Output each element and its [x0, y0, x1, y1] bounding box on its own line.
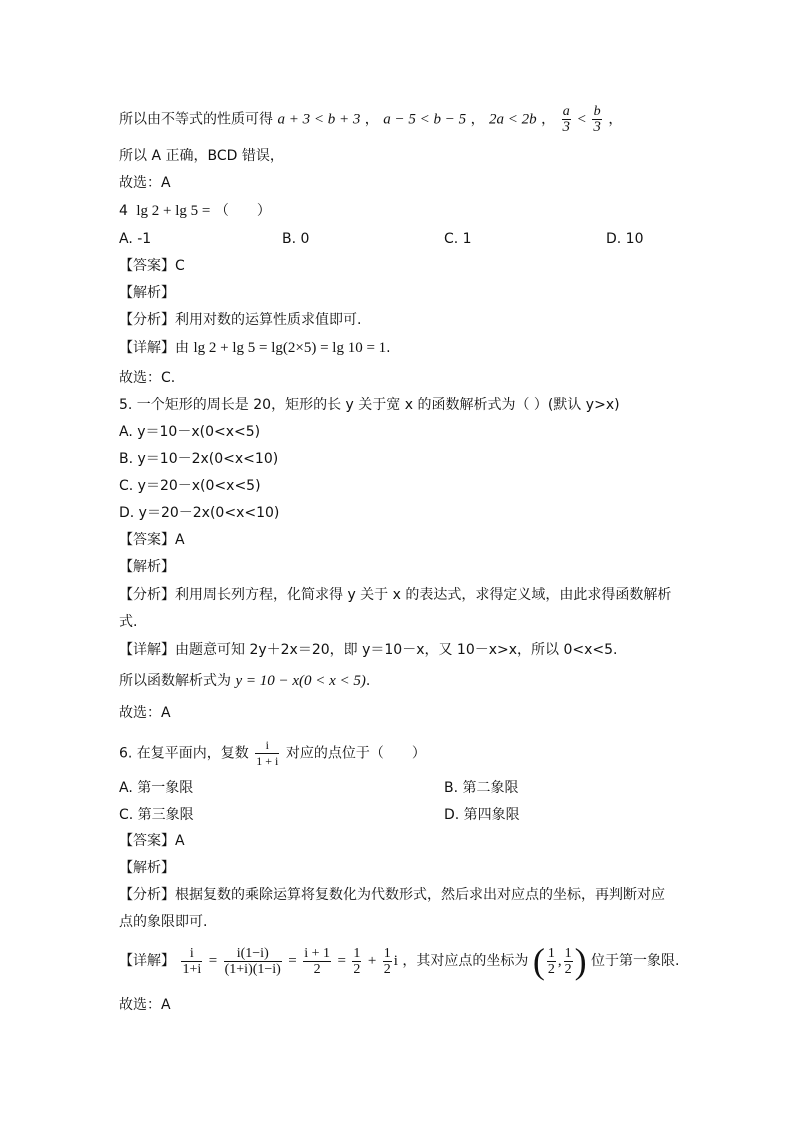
- line-text: 位于第一象限.: [591, 953, 680, 969]
- period: .: [365, 673, 371, 689]
- math-expression: lg 2 + lg 5 =: [136, 203, 211, 219]
- inequality: a − 5 < b − 5: [383, 111, 467, 128]
- analysis-text: 点的象限即可.: [119, 914, 208, 930]
- function-expression: [119, 671, 370, 691]
- plus: +: [367, 953, 377, 969]
- detail-text: [119, 940, 680, 982]
- fraction: $\frac{1}{2}$: [353, 945, 361, 977]
- equals: =: [337, 953, 346, 969]
- fraction: $\frac{b}{3}$: [593, 104, 601, 135]
- imaginary-unit: i: [393, 953, 398, 969]
- answer-label: 【答案】A: [119, 833, 185, 849]
- separator: ，: [541, 111, 556, 128]
- separator: ，: [470, 111, 485, 128]
- inequality: 2a < 2b: [489, 111, 537, 128]
- inequality: a + 3 < b + 3: [277, 111, 361, 128]
- fraction: $\frac{i}{1+i}$: [182, 945, 202, 977]
- left-paren: (: [532, 941, 545, 981]
- text-line: [119, 104, 622, 135]
- analysis-text: 【分析】利用周长列方程，化简求得 y 关于 x 的表达式，求得定义域，由此求得函数解析: [119, 587, 672, 603]
- line-text: 所以函数解析式为: [119, 673, 231, 689]
- question-stem: 6. 在复平面内，复数: [119, 745, 249, 762]
- text-line: 所以 A 正确，BCD 错误，: [119, 148, 284, 164]
- detail-label: 【详解】由: [119, 340, 189, 356]
- detail-text: [119, 338, 391, 358]
- option-b: B. 第二象限: [444, 780, 519, 796]
- fraction: $\frac{i}{1 + i}$: [256, 738, 279, 768]
- equals: =: [288, 953, 297, 969]
- question-stem: 对应的点位于（ ）: [285, 745, 426, 762]
- detail-label: 【详解】: [119, 953, 175, 969]
- fraction: $\frac{1}{2}$: [383, 945, 391, 977]
- fraction: $\frac{1}{2}$: [564, 945, 572, 977]
- separator: ，: [364, 111, 379, 128]
- fraction: $\frac{i(1-i)}{(1+i)(1-i)}$: [224, 945, 281, 977]
- option-d: D. 10: [606, 231, 644, 247]
- line-text: 所以由不等式的性质可得: [119, 111, 273, 128]
- option-c: C. y＝20－x(0<x<5): [119, 478, 261, 494]
- fraction: $\frac{a}{3}$: [562, 104, 571, 135]
- analysis-text: 式.: [119, 614, 138, 630]
- choice-text: 故选：A: [119, 997, 171, 1013]
- math-expression: lg 2 + lg 5 = lg(2×5) = lg 10 = 1: [193, 340, 387, 356]
- period: .: [386, 340, 391, 356]
- text-line: 故选：A: [119, 175, 171, 191]
- analysis-text: 【分析】根据复数的乘除运算将复数化为代数形式，然后求出对应点的坐标，再判断对应: [119, 887, 665, 903]
- line-text: ，其对应点的坐标为: [402, 953, 529, 969]
- detail-text: 【详解】由题意可知 2y＋2x＝20，即 y＝10－x，又 10－x>x，所以 0<x<5.: [119, 642, 618, 658]
- math-expression: y = 10 − x(0 < x < 5): [235, 673, 366, 689]
- answer-label: 【答案】C: [119, 258, 185, 274]
- less-than: <: [577, 111, 586, 128]
- right-paren: ): [574, 941, 587, 981]
- option-d: D. 第四象限: [444, 807, 520, 823]
- option-a: A. y＝10－x(0<x<5): [119, 424, 261, 440]
- option-c: C. 第三象限: [119, 807, 194, 823]
- option-b: B. 0: [282, 231, 310, 247]
- fraction: $\frac{i + 1}{2}$: [304, 945, 331, 977]
- fraction: $\frac{1}{2}$: [547, 945, 555, 977]
- question-4: [119, 201, 271, 221]
- analysis-text: 【分析】利用对数的运算性质求值即可.: [119, 312, 362, 328]
- choice-text: 故选：A: [119, 705, 171, 721]
- option-c: C. 1: [444, 231, 472, 247]
- question-6: [119, 738, 426, 769]
- separator: ，: [608, 111, 623, 128]
- answer-label: 【答案】A: [119, 532, 185, 548]
- choice-text: 故选：C.: [119, 370, 176, 386]
- option-a: A. -1: [119, 231, 152, 247]
- analysis-label: 【解析】: [119, 559, 175, 575]
- option-d: D. y＝20－2x(0<x<10): [119, 505, 280, 521]
- option-b: B. y＝10－2x(0<x<10): [119, 451, 279, 467]
- analysis-label: 【解析】: [119, 860, 175, 876]
- option-a: A. 第一象限: [119, 780, 194, 796]
- answer-blank: （ ）: [214, 203, 271, 219]
- question-number: 4: [119, 203, 128, 219]
- equals: =: [208, 953, 218, 969]
- comma: ,: [557, 953, 562, 969]
- analysis-label: 【解析】: [119, 285, 175, 301]
- question-5: 5. 一个矩形的周长是 20，矩形的长 y 关于宽 x 的函数解析式为（ ）(默认 y>x): [119, 397, 620, 413]
